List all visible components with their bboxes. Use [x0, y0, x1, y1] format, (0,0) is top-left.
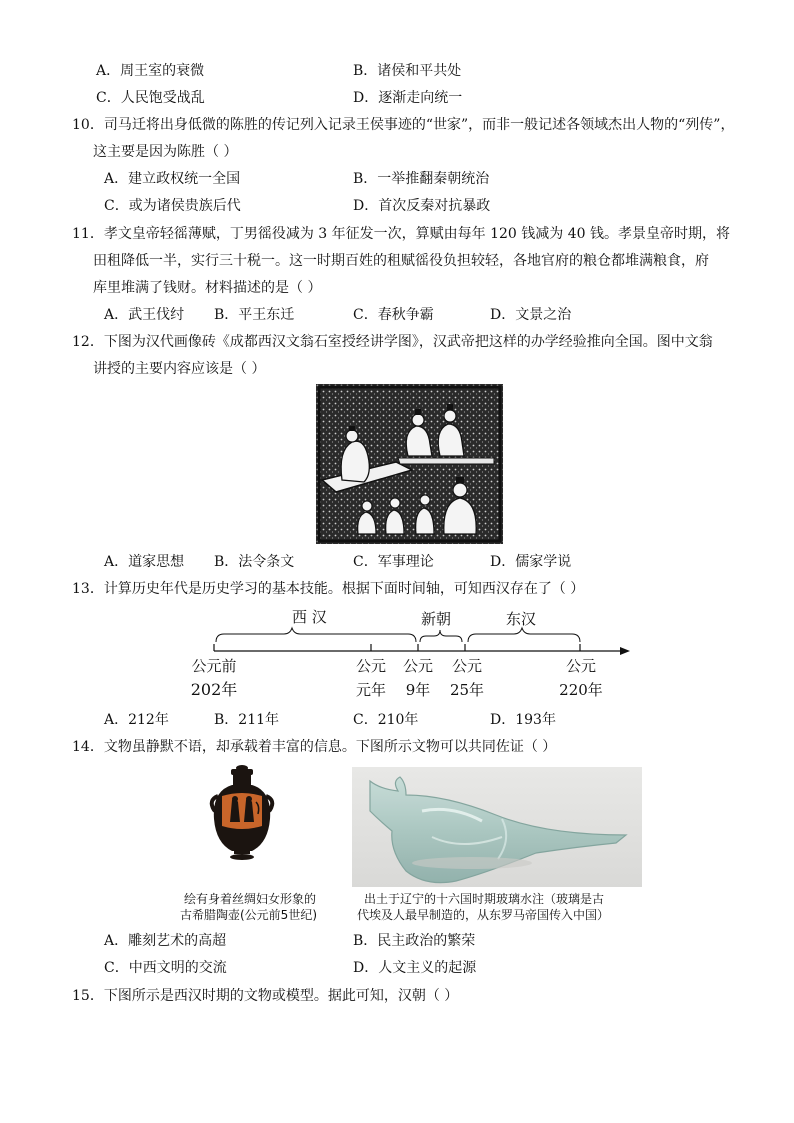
q12-option-a: A．道家思想: [104, 554, 185, 570]
q14-option-d: D．人文主义的起源: [353, 960, 477, 976]
q13-option-b: B．211年: [214, 712, 280, 728]
q11-stem-line3: 库里堆满了钱财。材料描述的是（ ）: [93, 280, 322, 296]
q10-stem-line1: 10．司马迁将出身低微的陈胜的传记列入记录王侯事迹的“世家”，而非一般记述各领域杰出人物的“列传”，: [72, 117, 735, 133]
q14-option-b: B．民主政治的繁荣: [353, 933, 476, 949]
timeline-label-western-han: 西 汉: [292, 608, 327, 626]
q10-option-d: D．首次反秦对抗暴政: [353, 198, 491, 214]
timeline-label-eastern-han: 东汉: [506, 610, 537, 628]
q9-option-d: D．逐渐走向统一: [353, 90, 463, 106]
timeline-date-2-top: 公元: [355, 657, 386, 675]
timeline-date-1-top: 公元前: [191, 657, 237, 675]
relief-brick-image: [316, 384, 503, 544]
glass-caption-line1: 出土于辽宁的十六国时期玻璃水注（玻璃是古: [364, 892, 605, 906]
q13-option-a: A．212年: [104, 712, 169, 728]
q11-option-a: A．武王伐纣: [104, 307, 185, 323]
q11-option-d: D．文景之治: [490, 307, 572, 323]
q10-stem-line2: 这主要是因为陈胜（ ）: [93, 144, 238, 160]
glass-caption-line2: 代埃及人最早制造的，从东罗马帝国传入中国）: [357, 908, 610, 922]
timeline-date-4-top: 公元: [451, 657, 482, 675]
q9-option-c: C．人民饱受战乱: [96, 90, 205, 106]
q12-option-d: D．儒家学说: [490, 554, 572, 570]
timeline-date-5-top: 公元: [565, 657, 596, 675]
q10-option-c: C．或为诸侯贵族后代: [104, 198, 241, 214]
q13-option-d: D．193年: [490, 712, 556, 728]
q12-stem-line2: 讲授的主要内容应该是（ ）: [93, 361, 266, 377]
timeline-date-3-bottom: 9年: [405, 681, 431, 699]
q12-option-b: B．法令条文: [214, 554, 295, 570]
q14-stem: 14．文物虽静默不语，却承载着丰富的信息。下图所示文物可以共同佐证（ ）: [72, 739, 557, 755]
q12-option-c: C．军事理论: [353, 554, 434, 570]
glass-vessel-image: [352, 767, 642, 887]
timeline: [180, 600, 640, 710]
timeline-date-1-bottom: 202年: [190, 680, 238, 699]
q10-option-b: B．一举推翻秦朝统治: [353, 171, 490, 187]
timeline-label-xin: 新朝: [421, 610, 452, 628]
timeline-date-3-top: 公元: [402, 657, 433, 675]
q13-stem: 13．计算历史年代是历史学习的基本技能。根据下面时间轴，可知西汉存在了（ ）: [72, 581, 585, 597]
q11-option-b: B．平王东迁: [214, 307, 295, 323]
q13-option-c: C．210年: [353, 712, 419, 728]
q15-stem: 15．下图所示是西汉时期的文物或模型。据此可知，汉朝（ ）: [72, 988, 459, 1004]
q9-option-a: A．周王室的衰微: [96, 63, 205, 79]
vase-caption-line2: 古希腊陶壶(公元前5世纪): [180, 908, 317, 922]
q14-option-a: A．雕刻艺术的高超: [104, 933, 227, 949]
q11-stem-line2: 田租降低一半，实行三十税一。这一时期百姓的租赋徭役负担较轻，各地官府的粮仓都堆满粮食，府: [93, 253, 709, 269]
timeline-date-4-bottom: 25年: [449, 681, 485, 699]
q10-option-a: A．建立政权统一全国: [104, 171, 241, 187]
q14-option-c: C．中西文明的交流: [104, 960, 227, 976]
vase-caption-line1: 绘有身着丝绸妇女形象的: [184, 892, 317, 906]
q9-option-b: B．诸侯和平共处: [353, 63, 462, 79]
greek-vase-image: [204, 762, 280, 862]
q11-option-c: C．春秋争霸: [353, 307, 434, 323]
q11-stem-line1: 11．孝文皇帝轻徭薄赋，丁男徭役减为 3 年征发一次，算赋由每年 120 钱减为 40 钱。孝景皇帝时期，将: [72, 226, 730, 242]
timeline-date-5-bottom: 220年: [559, 681, 603, 699]
q12-stem-line1: 12．下图为汉代画像砖《成都西汉文翁石室授经讲学图》，汉武帝把这样的办学经验推向全国。图中文翁: [72, 334, 713, 350]
timeline-date-2-bottom: 元年: [355, 681, 386, 699]
